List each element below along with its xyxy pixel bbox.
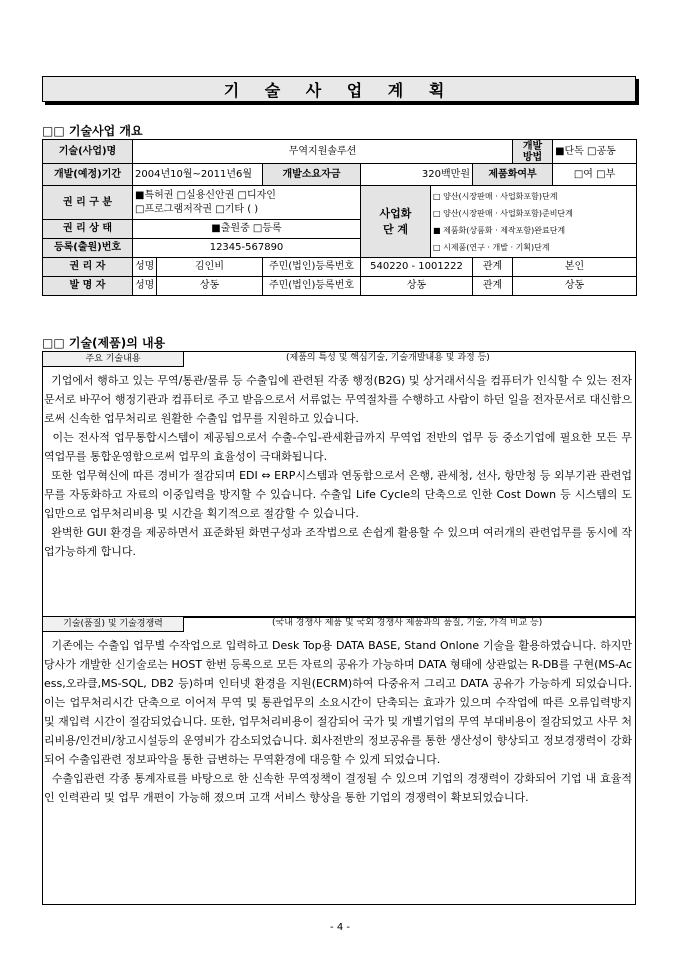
tech-competitiveness-paragraph: 기존에는 수출입 업무별 수작업으로 입력하고 Desk Top용 DATA BASE, Stand Onlone 기술을 활용하였습니다. 하지만 당사가 개발한 신기술로는 HOST 한번 등록으로 모든 자료의 공유가 가능하며 DATA 형태에 상관없는 R-DB를 구현(MS-Acess,오라클,MS-SQL, DB2 등)하며 인터넷 환경을 지원(ECRM)하여 다중유저 그리고 DATA 공유가 가능하게 되었습니다. 이는 업무처리시간 단축으로 이어져 무역 및 통관업무의 소요시간이 단축되는 효과가 있으며 수작업에 따른 오류입력방지 및 재입력 시간이 절감되었습니다. 또한, 업무처리비용이 절감되어 국가 및 개별기업의 무역 부대비용이 절감되었고 사무 처리비용/인건비/창고시설등의 운영비가 감소되었습니다. 회사전반의 정보공유를 통한 생산성이 향상되고 정보경쟁력이 강화되어 수출입관련 정보파악을 통한 급변하는 무역환경에 대응할 수 있게 되었습니다. xyxy=(44,639,636,766)
inventor-relation: 상동 xyxy=(513,277,637,296)
stage-option-1: □ 양산(시장판매 · 사업화포함)단계 xyxy=(433,191,558,201)
holder-name-sub: 성명 xyxy=(133,258,157,277)
tech-content-tag: 주요 기술내용 xyxy=(42,351,184,367)
inventor-name-sub: 성명 xyxy=(133,277,157,296)
tech-competitiveness-paragraph: 수출입관련 각종 통계자료를 바탕으로 한 신속한 무역정책이 결정될 수 있으며 기업의 경쟁력이 강화되어 기업 내 효율적인 인력관리 및 업무 개편이 가능해 졌으며 고객 서비스 향상을 통한 기업의 경쟁력이 확보되었습니다. xyxy=(44,772,632,804)
tech-content-body xyxy=(44,371,632,561)
page-title: 기 술 사 업 계 획 xyxy=(42,76,636,102)
dev-method-label: 개발 방법 xyxy=(513,140,553,164)
holder-id-sub: 주민(법인)등록번호 xyxy=(263,258,361,277)
rights-type-label: 권 리 구 분 xyxy=(43,186,133,220)
period-label: 개발(예정)기간 xyxy=(43,164,133,186)
cost-value: 320백만원 xyxy=(361,164,473,186)
tech-competitiveness-note: (국내 경쟁사 제품 및 국외 경쟁사 제품과의 품질, 기술, 가격 비교 등) xyxy=(272,618,543,628)
holder-id: 540220 - 1001222 xyxy=(361,258,473,277)
cost-label: 개발소요자금 xyxy=(263,164,361,186)
tech-content-note: (제품의 특성 및 핵심기술, 기술개발내용 및 과정 등) xyxy=(286,353,490,363)
stage-options xyxy=(431,186,637,258)
section-heading-overview: □□ 기술사업 개요 xyxy=(42,124,143,138)
holder-relation-sub: 관계 xyxy=(473,258,513,277)
reg-no-value: 12345-567890 xyxy=(133,239,361,258)
period-value: 2004년10월~2011년6월 xyxy=(133,164,263,186)
rights-status-value: ■출원중 □등록 xyxy=(133,220,361,239)
name-label: 기술(사업)명 xyxy=(43,140,133,164)
reg-no-label: 등록(출원)번호 xyxy=(43,239,133,258)
stage-option-2: □ 양산(시장판매 · 사업화포함)준비단계 xyxy=(433,208,573,218)
tech-content-paragraph: 또한 업무혁신에 따른 경비가 절감되며 EDI ⇔ ERP시스템과 연동함으로서 은행, 관세청, 선사, 항만청 등 외부기관 관련업무를 자동화하고 자료의 이중입력을 방지할 수 있습니다. 수출입 Life Cycle의 단축으로 인한 Cost Down 등 시스템의 도입만으로 업무처리비용 및 시간을 획기적으로 절감할 수 있습니다. xyxy=(44,469,632,520)
inventor-id-sub: 주민(법인)등록번호 xyxy=(263,277,361,296)
rights-type-value xyxy=(133,186,361,220)
stage-label: 사업화 단 계 xyxy=(361,186,431,258)
stage-option-3: ■ 제품화(상품화 · 제작포함)완료단계 xyxy=(433,225,566,235)
page-number: - 4 - xyxy=(330,922,350,933)
tech-content-paragraph: 이는 전사적 업무통합시스템이 제공됨으로서 수출-수입-관세환급까지 무역업 전반의 업무 등 중소기업에 필요한 모든 무역업무를 통합운영함으로써 업무의 효율성이 극대화됩니다. xyxy=(44,431,632,463)
tech-competitiveness-tag: 기술(품질) 및 기술경쟁력 xyxy=(42,616,184,632)
commercial-label: 제품화여부 xyxy=(473,164,553,186)
inventor-name: 상동 xyxy=(157,277,263,296)
tech-competitiveness-body xyxy=(44,636,636,807)
rights-type-line2: □프로그램저작권 □기타 ( ) xyxy=(135,203,259,215)
overview-table xyxy=(42,139,637,296)
inventor-id: 상동 xyxy=(361,277,473,296)
holder-relation: 본인 xyxy=(513,258,637,277)
dev-method-value: ■단독 □공동 xyxy=(553,140,637,164)
holder-label: 권 리 자 xyxy=(43,258,133,277)
holder-name: 김인비 xyxy=(157,258,263,277)
tech-content-paragraph: 완벽한 GUI 환경을 제공하면서 표준화된 화면구성과 조작법으로 손쉽게 활용할 수 있으며 여러개의 관련업무를 동시에 작업가능하게 합니다. xyxy=(44,526,632,558)
tech-content-paragraph: 기업에서 행하고 있는 무역/통관/물류 등 수출입에 관련된 각종 행정(B2G) 및 상거래서식을 컴퓨터가 인식할 수 있는 전자문서로 바꾸어 행정기관과 컴퓨터로 주고 받음으로서 서류없는 무역절차를 수행하고 사람이 하던 일을 전자문서로 대신함으로써 신속한 업무처리로 원활한 수출입 업무를 지원하고 있습니다. xyxy=(44,374,632,425)
rights-type-line1: ■특허권 □실용신안권 □디자인 xyxy=(135,189,276,201)
section-heading-content: □□ 기술(제품)의 내용 xyxy=(42,336,166,350)
stage-option-4: □ 시제품(연구 · 개발 · 기획)단계 xyxy=(433,242,550,252)
name-value: 무역지원솔루션 xyxy=(133,140,513,164)
commercial-value: □여 □부 xyxy=(553,164,637,186)
rights-status-label: 권 리 상 태 xyxy=(43,220,133,239)
inventor-relation-sub: 관계 xyxy=(473,277,513,296)
inventor-label: 발 명 자 xyxy=(43,277,133,296)
